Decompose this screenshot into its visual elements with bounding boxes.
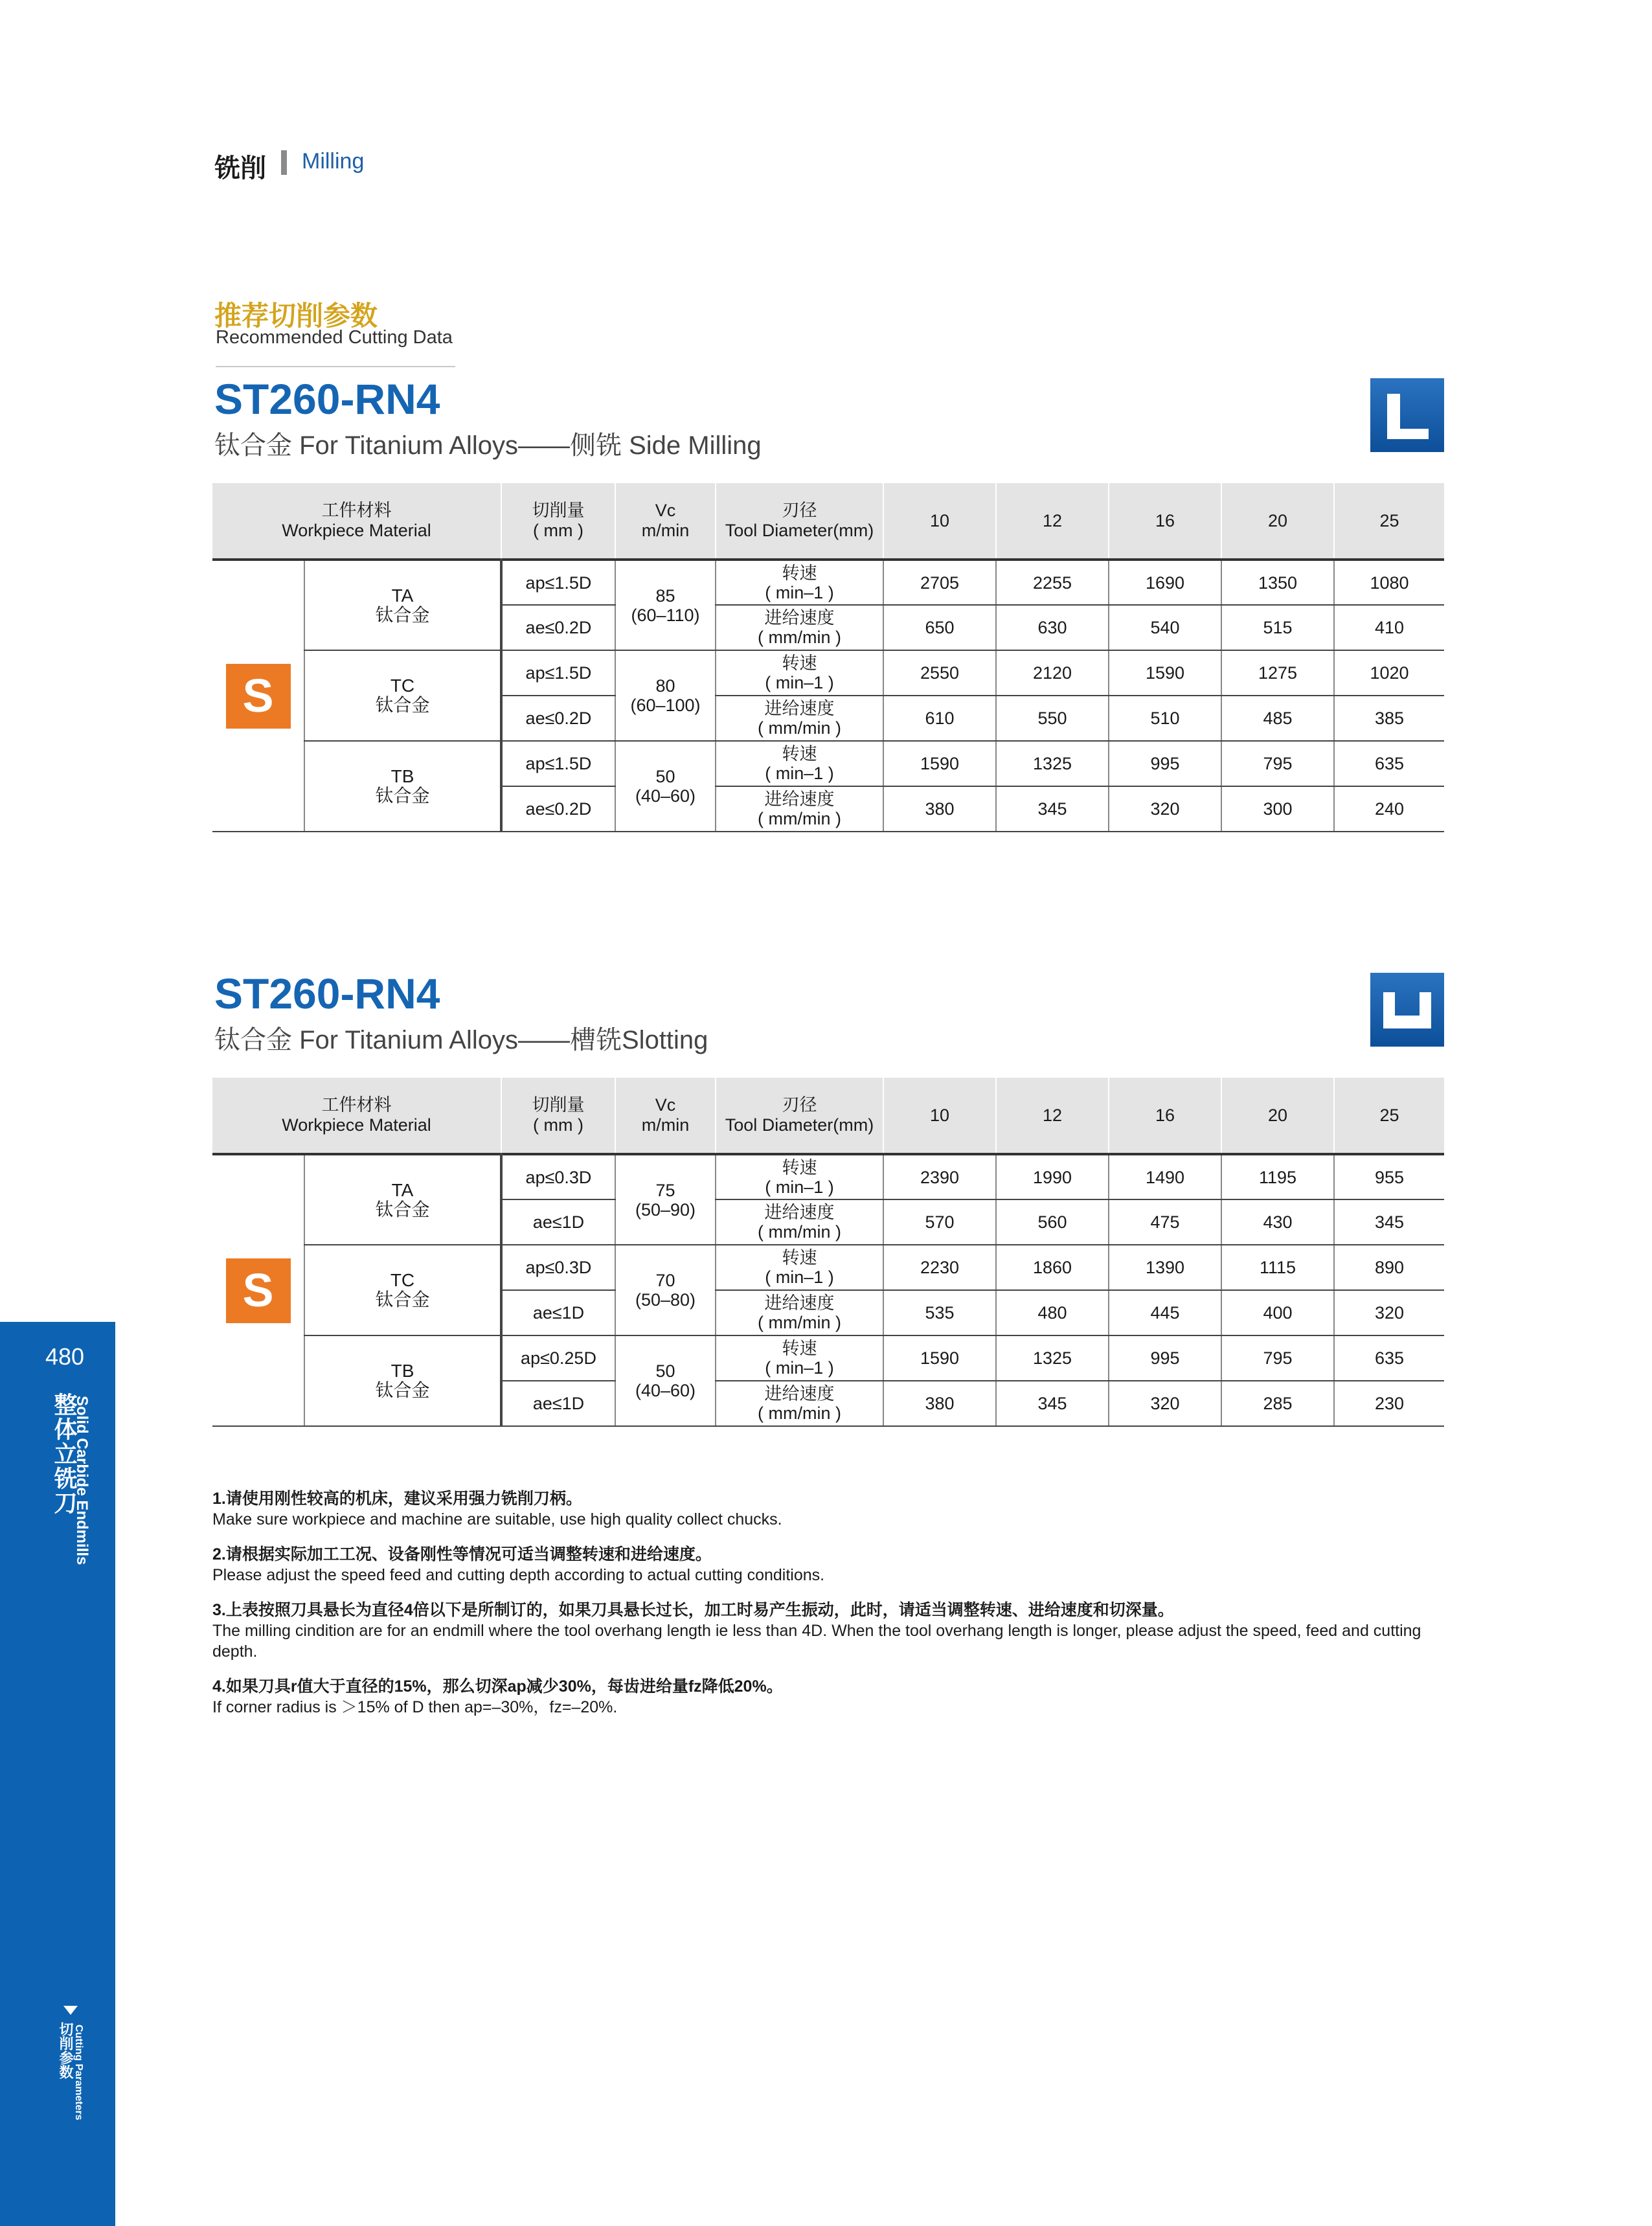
depth-cell: ae≤0.2D [501,605,615,650]
value-cell: 300 [1221,786,1334,832]
sidebar-category-en: Solid Carbide Endmills [73,1396,91,1565]
material-tc: TC 钛合金 [304,1245,501,1335]
header-diameter: 10 [883,1078,996,1154]
depth-cell: ae≤1D [501,1290,615,1335]
header-diameter: 12 [996,483,1109,560]
iso-s-badge: S [226,664,291,729]
value-cell: 240 [1334,786,1444,832]
value-cell: 485 [1221,696,1334,741]
value-cell: 1350 [1221,560,1334,605]
note-4: 4.如果刀具r值大于直径的15%，那么切深ap减少30%，每齿进给量fz降低20%。 If corner radius is ＞15% of D then ap=–30%，fz=–20%. [212,1677,783,1716]
value-cell: 2390 [883,1154,996,1199]
param-cell: 进给速度 ( mm/min ) [716,605,883,650]
value-cell: 1590 [1109,650,1221,696]
value-cell: 410 [1334,605,1444,650]
value-cell: 635 [1334,1335,1444,1381]
value-cell: 320 [1109,1381,1221,1426]
value-cell: 2120 [996,650,1109,696]
header-diameter: 12 [996,1078,1109,1154]
header-diameter: 25 [1334,483,1444,560]
depth-cell: ap≤0.25D [501,1335,615,1381]
value-cell: 2255 [996,560,1109,605]
value-cell: 1860 [996,1245,1109,1290]
table2-subtitle: 钛合金 For Titanium Alloys——槽铣Slotting [214,1026,708,1054]
header-diameter: 16 [1109,483,1221,560]
value-cell: 610 [883,696,996,741]
table-row [212,560,1444,605]
value-cell: 320 [1334,1290,1444,1335]
header-tool-diameter: 刃径 Tool Diameter(mm) [716,483,883,560]
table-row [212,741,1444,786]
value-cell: 385 [1334,696,1444,741]
header-vc: Vc m/min [615,1078,716,1154]
value-cell: 1275 [1221,650,1334,696]
section-title-en: Milling [302,149,365,174]
header-diameter: 10 [883,483,996,560]
value-cell: 400 [1221,1290,1334,1335]
param-cell: 进给速度 ( mm/min ) [716,696,883,741]
table1-title: ST260-RN4 [214,375,440,423]
param-cell: 转速 ( min–1 ) [716,1335,883,1381]
value-cell: 1195 [1221,1154,1334,1199]
header-vc: Vc m/min [615,483,716,560]
value-cell: 630 [996,605,1109,650]
triangle-down-icon [63,2006,78,2015]
value-cell: 995 [1109,741,1221,786]
vc-cell: 75 (50–90) [615,1154,716,1245]
value-cell: 570 [883,1199,996,1245]
depth-cell: ap≤1.5D [501,741,615,786]
heading-underline [216,366,455,367]
param-cell: 进给速度 ( mm/min ) [716,1381,883,1426]
sidebar-section-en: Cutting Parameters [73,2025,84,2120]
value-cell: 285 [1221,1381,1334,1426]
depth-cell: ap≤0.3D [501,1245,615,1290]
note-1: 1.请使用刚性较高的机床，建议采用强力铣削刀柄。 Make sure workpiece and machine are suitable, use high quality collect chucks. [212,1490,782,1528]
depth-cell: ae≤1D [501,1381,615,1426]
param-cell: 进给速度 ( mm/min ) [716,1199,883,1245]
value-cell: 1325 [996,741,1109,786]
value-cell: 550 [996,696,1109,741]
value-cell: 795 [1221,741,1334,786]
note-2: 2.请根据实际加工工况、设备刚性等情况可适当调整转速和进给速度。 Please adjust the speed feed and cutting depth according to actual cutting conditions. [212,1545,825,1584]
value-cell: 540 [1109,605,1221,650]
material-ta: TA 钛合金 [304,560,501,650]
depth-cell: ap≤0.3D [501,1154,615,1199]
value-cell: 230 [1334,1381,1444,1426]
table-row [212,1335,1444,1381]
param-cell: 转速 ( min–1 ) [716,1154,883,1199]
value-cell: 345 [996,1381,1109,1426]
side-milling-icon [1370,378,1444,452]
value-cell: 560 [996,1199,1109,1245]
value-cell: 1115 [1221,1245,1334,1290]
value-cell: 1490 [1109,1154,1221,1199]
depth-cell: ap≤1.5D [501,650,615,696]
table-header-row [212,1078,1444,1154]
param-cell: 转速 ( min–1 ) [716,650,883,696]
material-tb: TB 钛合金 [304,741,501,832]
table-row [212,650,1444,696]
value-cell: 320 [1109,786,1221,832]
vc-cell: 50 (40–60) [615,741,716,832]
table-row [212,1245,1444,1290]
vc-cell: 85 (60–110) [615,560,716,650]
header-workpiece-material: 工件材料 Workpiece Material [212,483,501,560]
value-cell: 380 [883,786,996,832]
value-cell: 635 [1334,741,1444,786]
value-cell: 1390 [1109,1245,1221,1290]
sidebar-category-cn: 整体立铣刀 [51,1392,78,1516]
depth-cell: ap≤1.5D [501,560,615,605]
param-cell: 转速 ( min–1 ) [716,1245,883,1290]
param-cell: 进给速度 ( mm/min ) [716,786,883,832]
table1-subtitle: 钛合金 For Titanium Alloys——侧铣 Side Milling [214,431,762,460]
value-cell: 795 [1221,1335,1334,1381]
table2-title: ST260-RN4 [214,970,440,1017]
value-cell: 2230 [883,1245,996,1290]
material-tb: TB 钛合金 [304,1335,501,1426]
param-cell: 进给速度 ( mm/min ) [716,1290,883,1335]
value-cell: 480 [996,1290,1109,1335]
value-cell: 1325 [996,1335,1109,1381]
value-cell: 380 [883,1381,996,1426]
header-diameter: 16 [1109,1078,1221,1154]
depth-cell: ae≤0.2D [501,696,615,741]
value-cell: 1020 [1334,650,1444,696]
value-cell: 2705 [883,560,996,605]
header-diameter: 25 [1334,1078,1444,1154]
material-tc: TC 钛合金 [304,650,501,741]
cutting-data-table-slotting [212,1078,1444,1427]
header-workpiece-material: 工件材料 Workpiece Material [212,1078,501,1154]
table-header-row [212,483,1444,560]
header-diameter: 20 [1221,1078,1334,1154]
header-cutting-depth: 切削量 ( mm ) [501,483,615,560]
value-cell: 430 [1221,1199,1334,1245]
value-cell: 995 [1109,1335,1221,1381]
iso-group-cell [212,560,304,832]
value-cell: 1690 [1109,560,1221,605]
header-tool-diameter: 刃径 Tool Diameter(mm) [716,1078,883,1154]
table-row [212,1154,1444,1199]
page-number: 480 [45,1343,85,1370]
sidebar-section-cn: 切削参数 [58,2022,74,2079]
recommended-heading-cn: 推荐切削参数 [214,301,378,331]
value-cell: 890 [1334,1245,1444,1290]
value-cell: 650 [883,605,996,650]
slotting-icon [1370,973,1444,1047]
vc-cell: 70 (50–80) [615,1245,716,1335]
value-cell: 1590 [883,741,996,786]
iso-group-cell [212,1154,304,1426]
title-divider [281,150,287,175]
value-cell: 445 [1109,1290,1221,1335]
value-cell: 510 [1109,696,1221,741]
value-cell: 345 [996,786,1109,832]
note-3: 3.上表按照刀具悬长为直径4倍以下是所制订的，如果刀具悬长过长，加工时易产生振动，此时，请适当调整转速、进给速度和切深量。 The milling cindition are for an endmill where the tool overhang length ie less than 4D. When the tool overhang length is longer, please adjust the speed, feed and cutting depth. [212,1601,1421,1661]
value-cell: 1080 [1334,560,1444,605]
param-cell: 转速 ( min–1 ) [716,560,883,605]
value-cell: 955 [1334,1154,1444,1199]
value-cell: 1590 [883,1335,996,1381]
depth-cell: ae≤1D [501,1199,615,1245]
value-cell: 515 [1221,605,1334,650]
value-cell: 535 [883,1290,996,1335]
iso-s-badge: S [226,1258,291,1323]
value-cell: 475 [1109,1199,1221,1245]
cutting-data-table-side-milling [212,483,1444,832]
depth-cell: ae≤0.2D [501,786,615,832]
section-title-cn: 铣削 [214,154,266,183]
material-ta: TA 钛合金 [304,1154,501,1245]
header-diameter: 20 [1221,483,1334,560]
vc-cell: 50 (40–60) [615,1335,716,1426]
param-cell: 转速 ( min–1 ) [716,741,883,786]
header-cutting-depth: 切削量 ( mm ) [501,1078,615,1154]
recommended-heading-en: Recommended Cutting Data [216,327,453,348]
value-cell: 1990 [996,1154,1109,1199]
vc-cell: 80 (60–100) [615,650,716,741]
value-cell: 2550 [883,650,996,696]
value-cell: 345 [1334,1199,1444,1245]
